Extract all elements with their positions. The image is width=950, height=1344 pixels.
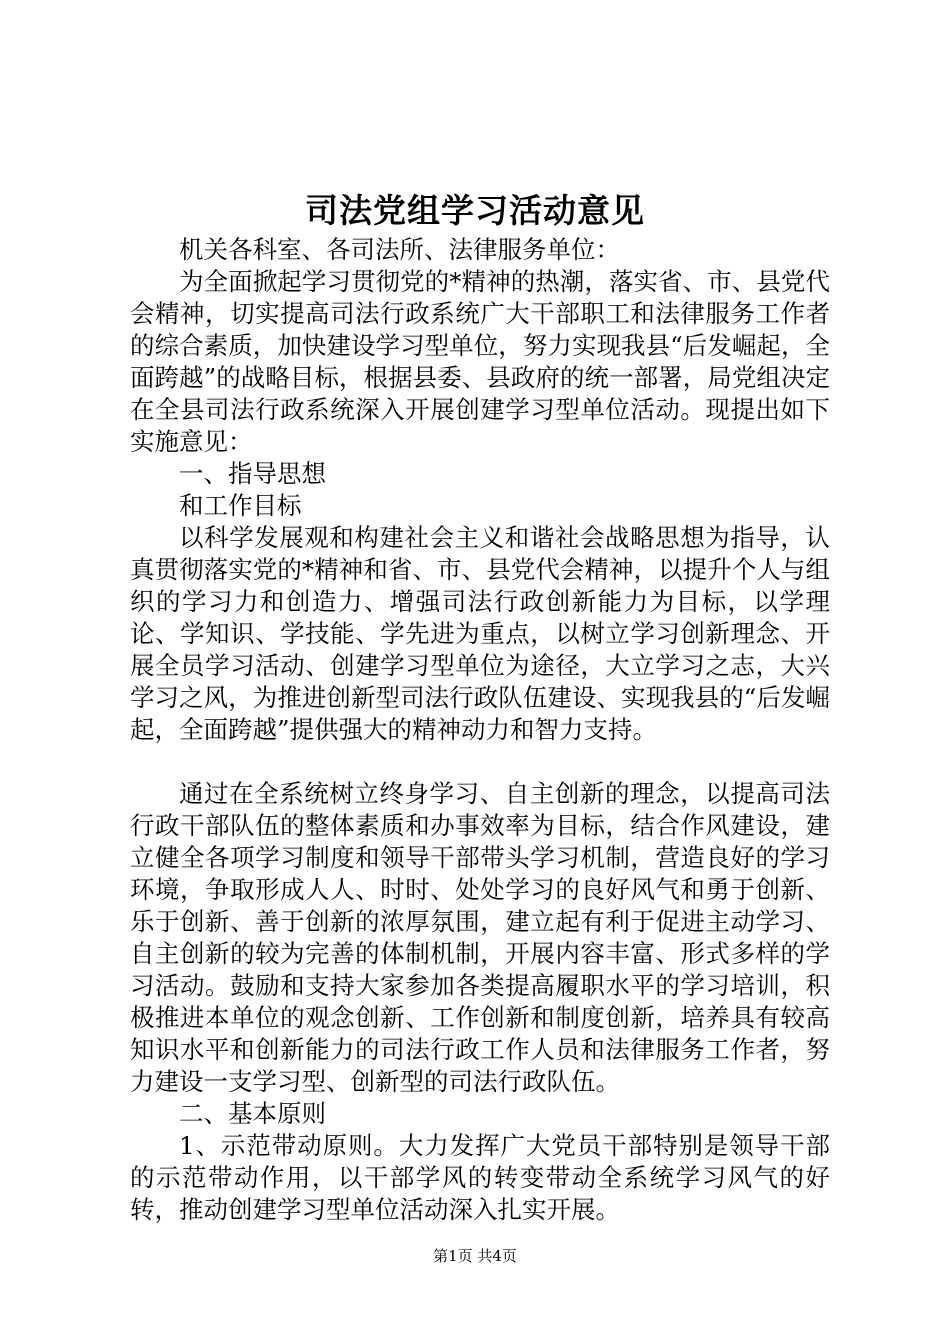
section-heading-1: 一、指导思想 <box>179 459 326 488</box>
salutation: 机关各科室、各司法所、法律服务单位： <box>179 235 620 264</box>
section-heading-1-continued: 和工作目标 <box>179 491 302 520</box>
section-heading-2: 二、基本原则 <box>179 1099 326 1128</box>
principle-1-paragraph: 1、示范带动原则。大力发挥广大党员干部特别是领导干部的示范带动作用，以干部学风的转变带动全系统学习风气的好转，推动创建学习型单位活动深入扎实开展。 <box>130 1131 830 1224</box>
work-goal-paragraph: 通过在全系统树立终身学习、自主创新的理念，以提高司法行政干部队伍的整体素质和办事效率为目标，结合作风建设，建立健全各项学习制度和领导干部带头学习机制，营造良好的学习环境，争取形成人人、时时、处处学习的良好风气和勇于创新、乐于创新、善于创新的浓厚氛围，建立起有利于促进主动学习、自主创新的较为完善的体制机制，开展内容丰富、形式多样的学习活动。鼓励和支持大家参加各类提高履职水平的学习培训，积极推进本单位的观念创新、工作创新和制度创新，培养具有较高知识水平和创新能力的司法行政工作人员和法律服务工作者，努力建设一支学习型、创新型的司法行政队伍。 <box>130 779 830 1096</box>
page-footer: 第1页 共4页 <box>433 1247 517 1265</box>
guiding-thought-paragraph: 以科学发展观和构建社会主义和谐社会战略思想为指导，认真贯彻落实党的*精神和省、市、县党代会精神，以提升个人与组织的学习力和创造力、增强司法行政创新能力为目标，以学理论、学知识、学技能、学先进为重点，以树立学习创新理念、开展全员学习活动、创建学习型单位为途径，大立学习之志，大兴学习之风，为推进创新型司法行政队伍建设、实现我县的“后发崛起，全面跨越”提供强大的精神动力和智力支持。 <box>130 523 830 744</box>
document-title: 司法党组学习活动意见 <box>305 191 645 230</box>
document-body <box>130 234 830 1226</box>
intro-paragraph: 为全面掀起学习贯彻党的*精神的热潮，落实省、市、县党代会精神，切实提高司法行政系统广大干部职工和法律服务工作者的综合素质，加快建设学习型单位，努力实现我县“后发崛起，全面跨越”的战略目标，根据县委、县政府的统一部署，局党组决定在全县司法行政系统深入开展创建学习型单位活动。现提出如下实施意见： <box>130 267 830 456</box>
paragraph-gap <box>130 746 830 778</box>
